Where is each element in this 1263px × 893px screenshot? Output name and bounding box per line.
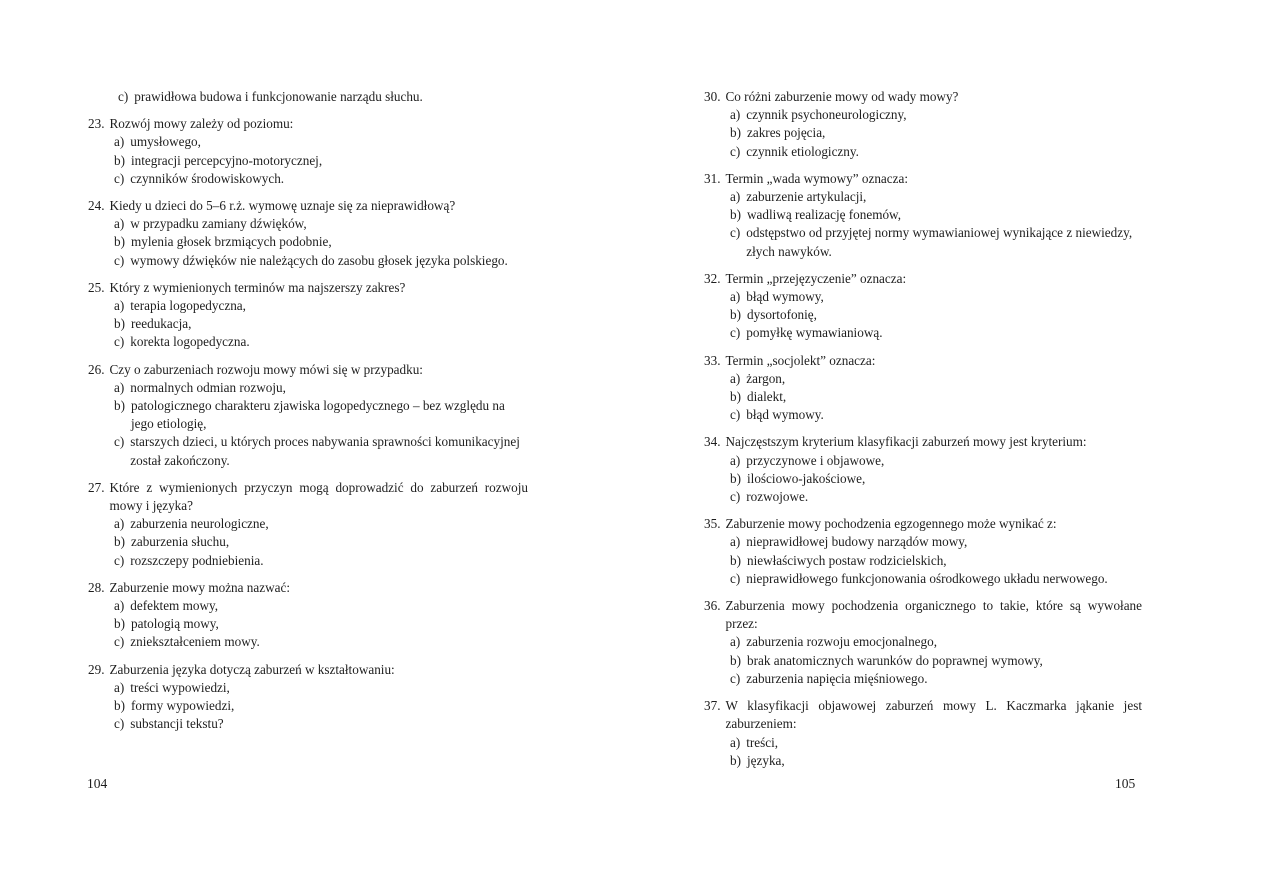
answer-option xyxy=(114,515,528,533)
answer-option xyxy=(730,388,1142,406)
answer-option xyxy=(730,288,1142,306)
option-text: substancji tekstu? xyxy=(130,716,224,732)
option-letter: b) xyxy=(114,616,125,632)
right-page xyxy=(704,88,1142,779)
option-text: wadliwą realizację fonemów, xyxy=(747,207,902,223)
option-text: dysortofonię, xyxy=(747,307,817,323)
question-text: Zaburzenie mowy pochodzenia egzogennego może wynikać z: xyxy=(725,516,1057,532)
answer-option xyxy=(114,697,528,715)
question-number: 29. xyxy=(88,661,105,677)
question-stem xyxy=(704,433,1142,451)
question-stem xyxy=(704,352,1142,370)
answer-options xyxy=(114,679,528,734)
option-letter: c) xyxy=(730,489,741,505)
answer-option xyxy=(114,133,528,151)
question xyxy=(704,88,1142,161)
answer-options xyxy=(730,734,1142,770)
question xyxy=(704,515,1142,588)
answer-option xyxy=(730,188,1142,206)
question-text: Najczęstszym kryterium klasyfikacji zaburzeń mowy jest kryterium: xyxy=(725,434,1087,450)
option-text: zaburzenia rozwoju emocjonalnego, xyxy=(746,634,938,650)
answer-option xyxy=(730,470,1142,488)
option-letter: b) xyxy=(114,398,125,414)
option-text: normalnych odmian rozwoju, xyxy=(130,379,286,395)
option-letter: a) xyxy=(730,452,741,468)
answer-option xyxy=(730,406,1142,424)
answer-options xyxy=(730,533,1142,588)
answer-option xyxy=(730,143,1142,161)
option-letter: a) xyxy=(114,379,125,395)
question xyxy=(88,579,528,652)
option-letter: a) xyxy=(730,370,741,386)
option-letter: b) xyxy=(730,552,741,568)
page-number-right: 105 xyxy=(1115,776,1136,791)
answer-options xyxy=(730,106,1142,161)
option-letter: a) xyxy=(730,634,741,650)
question-number: 36. xyxy=(704,598,721,614)
question xyxy=(704,597,1142,688)
answer-options xyxy=(114,597,528,652)
question-number: 26. xyxy=(88,361,105,377)
answer-options xyxy=(730,288,1142,343)
option-text: błąd wymowy. xyxy=(746,407,824,423)
question xyxy=(88,279,528,352)
question-text: Termin „socjolekt” oznacza: xyxy=(725,352,876,368)
option-letter: a) xyxy=(730,734,741,750)
page-number-left: 104 xyxy=(87,776,108,791)
option-letter: a) xyxy=(730,107,741,123)
question xyxy=(88,115,528,188)
option-letter: a) xyxy=(114,298,125,314)
answer-option xyxy=(114,297,528,315)
option-letter: a) xyxy=(114,598,125,614)
question-number: 30. xyxy=(704,89,721,104)
answer-option xyxy=(114,533,528,551)
option-text: czynników środowiskowych. xyxy=(130,170,285,186)
option-letter: c) xyxy=(730,407,741,423)
option-letter: c) xyxy=(114,252,125,268)
question-stem xyxy=(704,270,1142,288)
question-stem xyxy=(88,579,528,597)
answer-options xyxy=(114,515,528,570)
question-text: Zaburzenia języka dotyczą zaburzeń w kształtowaniu: xyxy=(109,661,395,677)
option-letter: b) xyxy=(730,389,741,405)
option-letter: c) xyxy=(730,670,741,686)
answer-option xyxy=(114,679,528,697)
option-letter: b) xyxy=(730,207,741,223)
answer-option xyxy=(114,615,528,633)
question-stem xyxy=(88,661,528,679)
question xyxy=(88,479,528,570)
question-stem xyxy=(704,697,1142,733)
question-number: 35. xyxy=(704,516,721,532)
option-text: odstępstwo od przyjętej normy wymawianiowej wynikające z niewiedzy, złych nawyków. xyxy=(746,225,1133,259)
option-text: nieprawidłowej budowy narządów mowy, xyxy=(746,534,968,550)
option-letter: b) xyxy=(730,307,741,323)
question xyxy=(704,170,1142,261)
option-text: prawidłowa budowa i funkcjonowanie narządu słuchu. xyxy=(134,89,423,104)
question-stem xyxy=(88,197,528,215)
option-text: formy wypowiedzi, xyxy=(131,698,235,714)
continued-option xyxy=(118,88,528,106)
right-question-list xyxy=(704,88,1142,770)
answer-option xyxy=(114,170,528,188)
answer-option xyxy=(730,206,1142,224)
option-text: żargon, xyxy=(746,370,786,386)
answer-option xyxy=(730,533,1142,551)
option-letter: c) xyxy=(730,325,741,341)
question-text: Rozwój mowy zależy od poziomu: xyxy=(109,116,294,132)
question-number: 25. xyxy=(88,279,105,295)
question-stem xyxy=(88,479,528,515)
answer-options xyxy=(114,297,528,352)
option-text: mylenia głosek brzmiących podobnie, xyxy=(131,234,332,250)
answer-option xyxy=(114,233,528,251)
option-text: zniekształceniem mowy. xyxy=(130,634,260,650)
question-number: 32. xyxy=(704,270,721,286)
answer-option xyxy=(114,715,528,733)
option-letter: b) xyxy=(730,752,741,768)
question-stem xyxy=(704,170,1142,188)
option-letter: c) xyxy=(114,716,125,732)
question-number: 27. xyxy=(88,479,105,495)
question-number: 24. xyxy=(88,198,105,214)
option-letter: b) xyxy=(114,534,125,550)
question-stem xyxy=(88,279,528,297)
question xyxy=(704,352,1142,425)
option-letter: b) xyxy=(730,125,741,141)
option-text: wymowy dźwięków nie należących do zasobu głosek języka polskiego. xyxy=(130,252,508,268)
question-text: Kiedy u dzieci do 5–6 r.ż. wymowę uznaje się za nieprawidłową? xyxy=(109,198,456,214)
answer-options xyxy=(730,370,1142,425)
option-text: niewłaściwych postaw rodzicielskich, xyxy=(747,552,947,568)
option-text: brak anatomicznych warunków do poprawnej wymowy, xyxy=(747,652,1043,668)
question-number: 33. xyxy=(704,352,721,368)
option-text: czynnik etiologiczny. xyxy=(746,143,859,159)
answer-options xyxy=(114,379,528,470)
answer-options xyxy=(114,133,528,188)
left-question-list xyxy=(88,115,528,733)
option-letter: a) xyxy=(114,679,125,695)
question-number: 34. xyxy=(704,434,721,450)
answer-option xyxy=(114,552,528,570)
answer-option xyxy=(730,306,1142,324)
option-text: nieprawidłowego funkcjonowania ośrodkowego układu nerwowego. xyxy=(746,570,1108,586)
option-text: języka, xyxy=(747,752,785,768)
question-stem xyxy=(704,88,1142,106)
answer-options xyxy=(730,452,1142,507)
option-text: umysłowego, xyxy=(130,134,201,150)
question xyxy=(88,197,528,270)
option-text: patologią mowy, xyxy=(131,616,219,632)
answer-option xyxy=(730,124,1142,142)
answer-option xyxy=(730,452,1142,470)
option-text: zakres pojęcia, xyxy=(747,125,826,141)
question-stem xyxy=(88,361,528,379)
option-text: zaburzenia neurologiczne, xyxy=(130,516,269,532)
option-text: w przypadku zamiany dźwięków, xyxy=(130,216,307,232)
option-letter: b) xyxy=(114,234,125,250)
question-stem xyxy=(704,597,1142,633)
option-letter: c) xyxy=(114,634,125,650)
question-text: Co różni zaburzenie mowy od wady mowy? xyxy=(725,89,959,104)
question-number: 23. xyxy=(88,116,105,132)
question xyxy=(704,697,1142,770)
answer-option xyxy=(730,552,1142,570)
answer-option xyxy=(114,215,528,233)
answer-option xyxy=(730,734,1142,752)
question xyxy=(88,361,528,470)
answer-options xyxy=(730,633,1142,688)
answer-options xyxy=(114,215,528,270)
option-letter: c) xyxy=(114,552,125,568)
option-letter: c) xyxy=(730,143,741,159)
option-letter: a) xyxy=(730,189,741,205)
option-letter: a) xyxy=(730,289,741,305)
question-number: 28. xyxy=(88,579,105,595)
question-number: 31. xyxy=(704,170,721,186)
question-text: Które z wymienionych przyczyn mogą doprowadzić do zaburzeń rozwoju mowy i języka? xyxy=(109,479,528,514)
question-text: Czy o zaburzeniach rozwoju mowy mówi się w przypadku: xyxy=(109,361,423,377)
option-text: ilościowo-jakościowe, xyxy=(747,470,866,486)
option-text: treści wypowiedzi, xyxy=(130,679,230,695)
option-text: pomyłkę wymawianiową. xyxy=(746,325,883,341)
question-text: Zaburzenia mowy pochodzenia organicznego to takie, które są wywołane przez: xyxy=(725,598,1142,632)
answer-option xyxy=(114,397,528,433)
option-letter: b) xyxy=(114,316,125,332)
option-text: korekta logopedyczna. xyxy=(130,334,250,350)
question-stem xyxy=(704,515,1142,533)
option-text: patologicznego charakteru zjawiska logopedycznego – bez względu na jego etiologię, xyxy=(131,398,505,432)
option-text: treści, xyxy=(746,734,779,750)
answer-option xyxy=(730,570,1142,588)
answer-option xyxy=(114,433,528,469)
question xyxy=(704,270,1142,343)
option-letter: b) xyxy=(730,652,741,668)
question-text: Zaburzenie mowy można nazwać: xyxy=(109,579,290,595)
option-letter: c) xyxy=(114,434,125,450)
option-text: defektem mowy, xyxy=(130,598,219,614)
question-stem xyxy=(88,115,528,133)
option-letter: b) xyxy=(114,152,125,168)
answer-option xyxy=(114,597,528,615)
left-page xyxy=(88,88,528,743)
option-text: błąd wymowy, xyxy=(746,289,824,305)
answer-option xyxy=(114,315,528,333)
option-text: integracji percepcyjno-motorycznej, xyxy=(131,152,323,168)
answer-option xyxy=(730,488,1142,506)
answer-option xyxy=(114,152,528,170)
question-text: Który z wymienionych terminów ma najszerszy zakres? xyxy=(109,279,406,295)
option-text: czynnik psychoneurologiczny, xyxy=(746,107,907,123)
option-text: dialekt, xyxy=(747,389,787,405)
option-text: zaburzenie artykulacji, xyxy=(746,189,867,205)
answer-option xyxy=(730,652,1142,670)
option-letter: c) xyxy=(114,334,125,350)
option-letter: b) xyxy=(114,698,125,714)
option-text: zaburzenia słuchu, xyxy=(131,534,230,550)
question xyxy=(704,433,1142,506)
option-text: zaburzenia napięcia mięśniowego. xyxy=(746,670,928,686)
answer-option xyxy=(114,252,528,270)
question xyxy=(88,661,528,734)
answer-option xyxy=(730,670,1142,688)
option-text: reedukacja, xyxy=(131,316,192,332)
question-text: Termin „przejęzyczenie” oznacza: xyxy=(725,270,907,286)
question-number: 37. xyxy=(704,698,721,714)
answer-option xyxy=(730,106,1142,124)
option-text: rozwojowe. xyxy=(746,489,809,505)
answer-option xyxy=(730,224,1142,260)
question-text: W klasyfikacji objawowej zaburzeń mowy L. Kaczmarka jąkanie jest zaburzeniem: xyxy=(725,698,1142,732)
option-text: przyczynowe i objawowe, xyxy=(746,452,885,468)
answer-option xyxy=(730,324,1142,342)
option-letter: c) xyxy=(114,170,125,186)
answer-option xyxy=(730,752,1142,770)
option-letter: c) xyxy=(118,89,129,104)
answer-option xyxy=(730,370,1142,388)
option-text: terapia logopedyczna, xyxy=(130,298,246,314)
option-text: rozszczepy podniebienia. xyxy=(130,552,264,568)
option-letter: a) xyxy=(114,516,125,532)
option-text: starszych dzieci, u których proces nabywania sprawności komunikacyjnej został zakończony. xyxy=(130,434,520,468)
option-letter: c) xyxy=(730,225,741,241)
option-letter: a) xyxy=(730,534,741,550)
answer-option xyxy=(114,333,528,351)
answer-option xyxy=(114,633,528,651)
option-letter: a) xyxy=(114,134,125,150)
question-text: Termin „wada wymowy” oznacza: xyxy=(725,170,909,186)
answer-option xyxy=(114,379,528,397)
option-letter: a) xyxy=(114,216,125,232)
option-letter: b) xyxy=(730,470,741,486)
answer-option xyxy=(730,633,1142,651)
answer-options xyxy=(730,188,1142,261)
option-letter: c) xyxy=(730,570,741,586)
